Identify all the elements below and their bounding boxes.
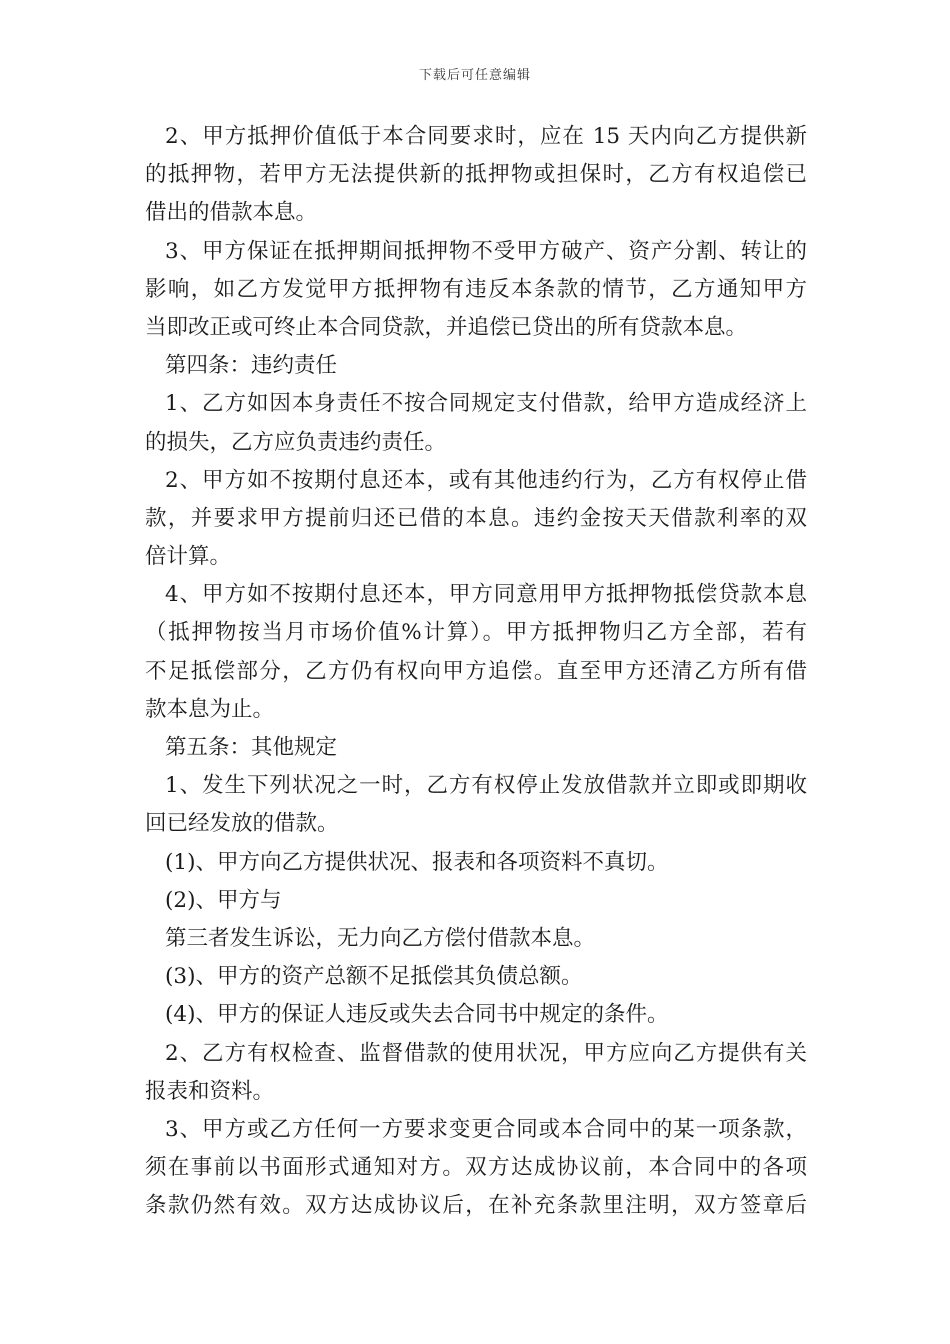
text-line: 回已经发放的借款。 [145, 811, 339, 837]
text-line: 报表和资料。 [145, 1078, 275, 1104]
text-line: 3、甲方保证在抵押期间抵押物不受甲方破产、资产分割、转让的 [165, 238, 807, 264]
text-line: 的抵押物，若甲方无法提供新的抵押物或担保时，乙方有权追偿已 [145, 162, 807, 188]
text-line: 须在事前以书面形式通知对方。双方达成协议前，本合同中的各项 [145, 1155, 807, 1181]
text-line: 2、甲方如不按期付息还本，或有其他违约行为，乙方有权停止借 [165, 467, 807, 493]
document-body [145, 118, 807, 1225]
text-line: 第三者发生诉讼，无力向乙方偿付借款本息。 [165, 925, 596, 951]
text-line: 条款仍然有效。双方达成协议后，在补充条款里注明，双方签章后 [145, 1193, 807, 1219]
text-line: (2)、甲方与 [165, 887, 282, 913]
text-line: 第五条：其他规定 [165, 735, 338, 760]
text-line: 3、甲方或乙方任何一方要求变更合同或本合同中的某一项条款， [165, 1116, 807, 1142]
text-line: 倍计算。 [145, 544, 232, 570]
text-line: (3)、甲方的资产总额不足抵偿其负债总额。 [165, 964, 583, 990]
text-line: 的损失，乙方应负责违约责任。 [145, 429, 447, 455]
text-line: 款，并要求甲方提前归还已借的本息。违约金按天天借款利率的双 [145, 505, 807, 531]
text-line: 2、甲方抵押价值低于本合同要求时，应在 15 天内向乙方提供新 [165, 124, 807, 149]
text-line: (1)、甲方向乙方提供状况、报表和各项资料不真切。 [165, 849, 669, 875]
text-line: 1、乙方如因本身责任不按合同规定支付借款，给甲方造成经济上 [165, 391, 807, 417]
text-line: 影响，如乙方发觉甲方抵押物有违反本条款的情节，乙方通知甲方 [145, 276, 807, 302]
text-line: 当即改正或可终止本合同贷款，并追偿已贷出的所有贷款本息。 [145, 314, 748, 340]
text-line: 借出的借款本息。 [145, 200, 318, 226]
text-line: 第四条：违约责任 [165, 353, 338, 379]
page-header: 下载后可任意编辑 [418, 68, 531, 83]
text-line: 1、发生下列状况之一时，乙方有权停止发放借款并立即或即期收 [165, 773, 807, 799]
text-line: (4)、甲方的保证人违反或失去合同书中规定的条件。 [165, 1002, 669, 1028]
text-line: 2、乙方有权检查、监督借款的使用状况，甲方应向乙方提供有关 [165, 1040, 807, 1066]
text-line: 款本息为止。 [145, 696, 275, 722]
text-line: 不足抵偿部分，乙方仍有权向甲方追偿。直至甲方还清乙方所有借 [145, 658, 807, 684]
text-line: 4、甲方如不按期付息还本，甲方同意用甲方抵押物抵偿贷款本息 [165, 582, 807, 608]
text-line: （抵押物按当月市场价值%计算）。甲方抵押物归乙方全部，若有 [145, 620, 807, 646]
